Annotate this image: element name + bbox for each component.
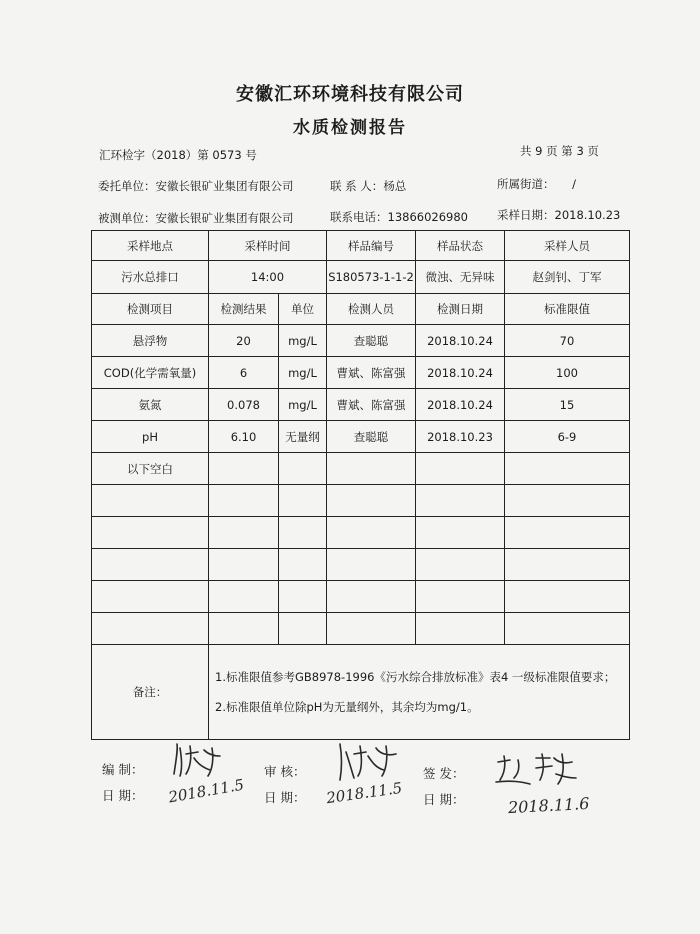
client-unit [98,178,294,194]
tested-label: 被测单位： [98,211,156,225]
issue-signature [492,752,582,788]
result-cell: 6-9 [505,421,630,453]
result-cell: 曹斌、陈富强 [327,389,416,421]
result-cell: 查聪聪 [327,325,416,357]
contact-label: 联 系 人： [330,179,384,193]
date-label: 采样日期： [497,208,555,222]
report-number: 汇环检字（2018）第 0573 号 [99,148,257,162]
sampling-header-cell: 采样人员 [505,231,630,261]
result-cell: 查聪聪 [327,421,416,453]
phone-value: 13866026980 [387,210,468,224]
remark-line: 1.标准限值参考GB8978-1996《污水综合排放标准》表4 一级标准限值要求； [215,670,616,684]
sampling-header-cell: 采样地点 [92,231,209,261]
empty-row [92,485,630,517]
sampling-cell: 赵剑钊、丁军 [505,261,630,294]
editor-date-label: 日 期： [102,788,144,803]
review-signature [336,742,406,782]
sampling-header-row [92,231,630,261]
sampling-cell: 污水总排口 [92,261,209,294]
table-row [92,325,630,357]
results-header-row [92,294,630,325]
sampling-cell: 14:00 [209,261,327,294]
contact-value: 杨总 [383,179,407,193]
street [497,176,576,192]
issue-label: 签 发： [423,766,465,781]
remark-line: 2.标准限值单位除pH为无量纲外，其余均为mg/1。 [215,700,479,714]
remarks-content [209,645,630,740]
tested-unit [98,210,294,226]
result-cell: 氨氮 [92,389,209,421]
results-header-cell: 标准限值 [505,294,630,325]
result-cell: pH [92,421,209,453]
sampling-date [497,207,620,223]
empty-row [92,581,630,613]
page-info: 共 9 页 第 3 页 [520,144,599,158]
results-header-cell: 检测日期 [416,294,505,325]
table-row [92,421,630,453]
table-row [92,389,630,421]
results-header-cell: 检测项目 [92,294,209,325]
result-cell: 0.078 [209,389,279,421]
result-cell: 100 [505,357,630,389]
result-cell: 2018.10.24 [416,325,505,357]
results-table [91,230,630,740]
empty-row [92,613,630,645]
result-cell: 70 [505,325,630,357]
sampling-cell: S180573-1-1-2 [327,261,416,294]
tested-value: 安徽长银矿业集团有限公司 [155,211,294,225]
results-header-cell: 单位 [279,294,327,325]
result-cell: 6.10 [209,421,279,453]
result-cell: mg/L [279,389,327,421]
street-value: / [572,177,577,191]
result-cell: COD(化学需氧量) [92,357,209,389]
client-label: 委托单位： [98,179,156,193]
report-title: 水质检测报告 [293,118,407,138]
editor-label: 编 制： [102,762,144,777]
result-cell: mg/L [279,325,327,357]
editor-signature [168,740,228,780]
sampling-cell: 微浊、无异味 [416,261,505,294]
contact-phone [330,209,468,225]
result-cell: 2018.10.24 [416,357,505,389]
phone-label: 联系电话： [330,210,388,224]
results-header-cell: 检测结果 [209,294,279,325]
sampling-header-cell: 样品状态 [416,231,505,261]
sampling-header-cell: 样品编号 [327,231,416,261]
result-cell: 悬浮物 [92,325,209,357]
client-value: 安徽长银矿业集团有限公司 [155,179,294,193]
blank-note-row [92,453,630,485]
result-cell: mg/L [279,357,327,389]
review-date-label: 日 期： [264,790,306,805]
result-cell: 2018.10.24 [416,389,505,421]
result-cell: 15 [505,389,630,421]
contact-person [330,178,406,194]
review-date: 2018.11.5 [325,778,404,808]
sampling-row [92,261,630,294]
street-label: 所属街道： [497,177,555,191]
company-name: 安徽汇环环境科技有限公司 [236,84,464,105]
editor-date: 2018.11.5 [167,775,246,807]
remarks-label: 备注： [92,645,209,740]
result-cell: 曹斌、陈富强 [327,357,416,389]
review-label: 审 核： [264,764,306,779]
results-header-cell: 检测人员 [327,294,416,325]
remarks-row [92,645,630,740]
blank-note: 以下空白 [92,453,209,485]
sampling-header-cell: 采样时间 [209,231,327,261]
issue-date: 2018.11.6 [507,793,590,818]
table-row [92,357,630,389]
empty-row [92,517,630,549]
issue-date-label: 日 期： [423,792,465,807]
result-cell: 20 [209,325,279,357]
result-cell: 6 [209,357,279,389]
date-value: 2018.10.23 [554,208,621,222]
result-cell: 2018.10.23 [416,421,505,453]
empty-row [92,549,630,581]
result-cell: 无量纲 [279,421,327,453]
